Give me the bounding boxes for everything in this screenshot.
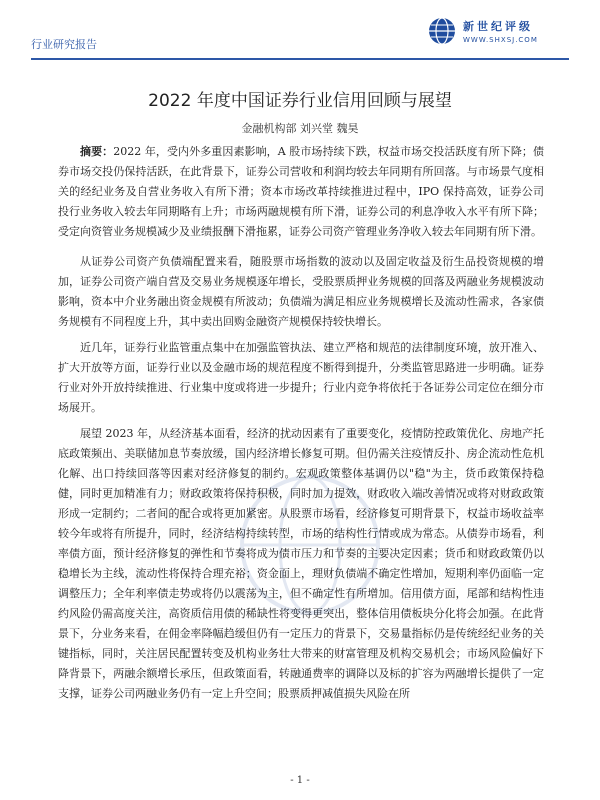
body-paragraph: 近几年，证券行业监管重点集中在加强监管执法、建立严格和规范的法律制度环境，放开准入、扩大开放等方面，证券行业以及金融市场的规范程度不断得到提升，分类监管思路进一步明确。证券行业对外开放持续推进、行业集中度或将进一步提升；行业内竞争将依托于各证券公司定位在细分市场展开。 <box>58 341 544 414</box>
body-paragraph: 展望 2023 年，从经济基本面看，经济的扰动因素有了重要变化，疫情防控政策优化、房地产托底政策频出、美联储加息节奏放缓，国内经济增长修复可期。但仍需关注疫情反扑、房企流动性危机化解、出口持续回落等因素对经济修复的制约。宏观政策整体基调仍以"稳"为主，货币政策保持稳健，同时更加精准有力；财政政策将保持积极，同时加力提效，财政收入端改善情况或将对财政政策形成一定制约；二者间的配合或将更加紧密。从股票市场看，经济修复可期背景下，权益市场收益率较今年或将有所提升，同时，经济结构持续转型，市场的结构性行情或成为常态。从债券市场看，利率债方面，预计经济修复的弹性和节奏将成为债市压力和节奏的主要决定因素；货币和财政政策仍以稳增长为主线，流动性将保持合理充裕；资金面上，理财负债端不确定性增加，短期利率仍面临一定调整压力；全年利率债走势或将仍以震荡为主，但不确定性有所增加。信用债方面，尾部和结构性违约风险仍需高度关注，高资质信用债的稀缺性将变得更突出，整体信用债板块分化将会加强。在此背景下，分业务来看，在佣金率降幅趋缓但仍有一定压力的背景下，交易量指标仍是传统经纪业务的关键指标，同时，关注居民配置转变及机构业务壮大带来的财富管理及机构交易机会；市场风险偏好下降背景下，两融余额增长承压，但政策面看，转融通费率的调降以及标的扩容为两融增长提供了一定支撑，证券公司两融业务仍有一定上升空间；股票质押减值损失风险在所 <box>58 427 544 700</box>
abstract-label: 摘要： <box>80 145 114 158</box>
logo-url: WWW.SHXSJ.COM <box>463 36 538 44</box>
globe-icon <box>427 16 457 46</box>
report-authors: 金融机构部 刘兴堂 魏昊 <box>241 122 359 135</box>
page-header <box>0 0 600 70</box>
page-number: - 1 - <box>290 775 310 786</box>
report-title: 2022 年度中国证券行业信用回顾与展望 <box>148 91 452 111</box>
abstract-text: 2022 年，受内外多重因素影响，A 股市场持续下跌，权益市场交投活跃度有所下降；债券市场交投仍保持活跃，在此背景下，证券公司营收和利润均较去年同期有所回落。与市场景气度相关的经纪业务及自营业务收入有所下滑；资本市场改革持续推进过程中，IPO 保持高效，证券公司投行业务收入较去年同期略有上升；市场两融规模有所下滑，证券公司的利息净收入水平有所下降；受定向资管业务规模减少及业绩报酬下滑拖累，证券公司资产管理业务净收入较去年同期有所下滑。 <box>58 145 545 238</box>
logo-name: 新世纪评级 <box>463 20 533 33</box>
brand-logo <box>427 16 538 46</box>
section-tag: 行业研究报告 <box>31 38 97 51</box>
body-paragraph: 从证券公司资产负债端配置来看，随股票市场指数的波动以及固定收益及衍生品投资规模的增加，证券公司资产端自营及交易业务规模逐年增长，受股票质押业务规模的回落及两融业务规模波动影响，资本中介业务融出资金规模有所波动；负债端为满足相应业务规模增长及流动性需求，各家债务规模有不同程度上升，其中卖出回购金融资产规模保持较快增长。 <box>58 255 544 328</box>
report-body <box>58 142 544 710</box>
header-divider <box>31 58 569 60</box>
abstract-paragraph <box>58 142 544 242</box>
logo-text <box>463 18 538 44</box>
